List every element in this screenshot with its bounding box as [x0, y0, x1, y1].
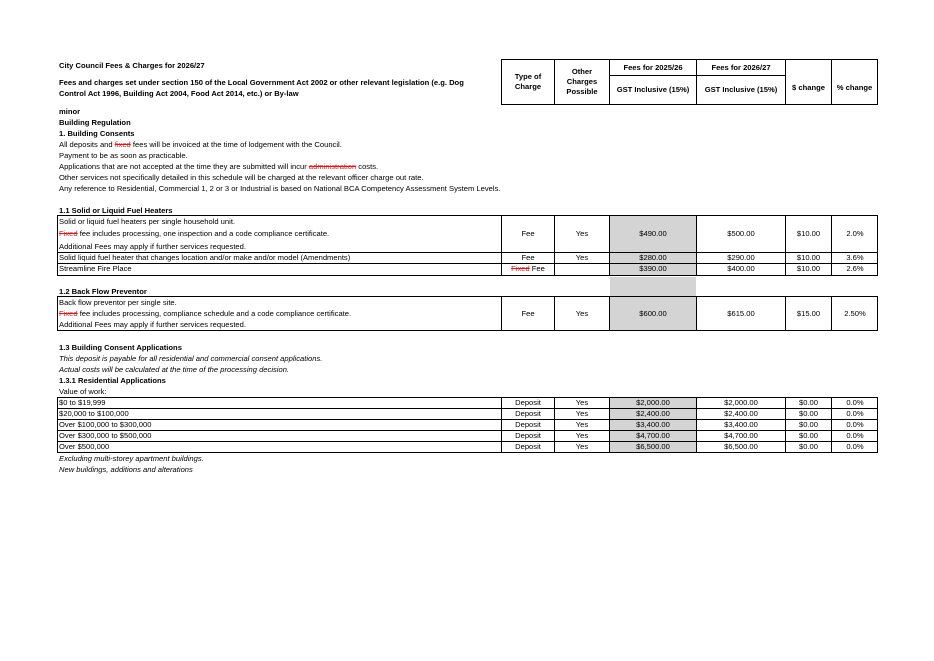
other-cell: Yes [575, 309, 589, 318]
fuel-heater-additional: Additional Fees may apply if further services requested. [59, 242, 246, 251]
note-applications: Applications that are not accepted at the time they are submitted will incur administration costs. [59, 162, 379, 171]
header-other-charges: Other Charges Possible [554, 59, 610, 105]
fee-2026-27-cell: $500.00 [727, 229, 755, 238]
header-type-of-charge: Type of Charge [501, 59, 555, 105]
backflow-additional: Additional Fees may apply if further services requested. [59, 320, 246, 329]
header-gst-2026-27: GST Inclusive (15%) [696, 75, 786, 105]
shaded-gap [610, 277, 696, 296]
deposit-note: This deposit is payable for all residential and commercial consent applications. [59, 354, 323, 363]
fee-2025-26-cell: $3,400.00 [636, 420, 670, 429]
fee-2026-27-cell: $6,500.00 [724, 442, 758, 451]
document-subtitle-line1: Fees and charges set under section 150 of the Local Government Act 2002 or other relevant legislation (e.g. Dog [59, 78, 464, 87]
fee-2026-27-cell: $2,400.00 [724, 409, 758, 418]
footnote-new-buildings: New buildings, additions and alterations [59, 465, 193, 474]
fee-2025-26-cell: $490.00 [639, 229, 667, 238]
minor-label: minor [59, 107, 81, 116]
streamline-desc: Streamline Fire Place [59, 264, 132, 273]
other-cell: Yes [575, 409, 589, 418]
type-cell: Deposit [515, 420, 541, 429]
other-cell: Yes [575, 253, 589, 262]
dollar-change-cell: $0.00 [798, 431, 818, 440]
actual-costs-note: Actual costs will be calculated at the time of the processing decision. [59, 365, 290, 374]
percent-change-cell: 2.50% [844, 309, 866, 318]
fee-2026-27-cell: $290.00 [727, 253, 755, 262]
row-desc: Over $300,000 to $500,000 [59, 431, 152, 440]
document-title: City Council Fees & Charges for 2026/27 [59, 61, 205, 70]
amendment-desc: Solid liquid fuel heater that changes location and/or make and/or model (Amendments) [59, 253, 351, 262]
document-subtitle-line2: Control Act 1996, Building Act 2004, Food Act 2014, etc.) or By-law [59, 89, 299, 98]
percent-change-cell: 0.0% [846, 442, 864, 451]
fee-2025-26-cell: $600.00 [639, 309, 667, 318]
header-fees-2026-27: Fees for 2026/27 [696, 59, 786, 76]
dollar-change-cell: $0.00 [798, 420, 818, 429]
header-gst-2025-26: GST Inclusive (15%) [609, 75, 697, 105]
section-heading: Building Regulation [59, 118, 131, 127]
dollar-change-cell: $0.00 [798, 409, 818, 418]
other-cell: Yes [575, 442, 589, 451]
fuel-heater-desc: Solid or liquid fuel heaters per single household unit. [59, 217, 236, 226]
backflow-fee-note: Fixed fee includes processing, compliance schedule and a code compliance certificate. [59, 309, 352, 318]
dollar-change-cell: $10.00 [796, 264, 821, 273]
other-cell: Yes [575, 431, 589, 440]
other-cell: Yes [575, 229, 589, 238]
heading-1-2: 1.2 Back Flow Preventor [59, 287, 147, 296]
fee-2026-27-cell: $4,700.00 [724, 431, 758, 440]
dollar-change-cell: $10.00 [796, 253, 821, 262]
fee-2026-27-cell: $615.00 [727, 309, 755, 318]
fee-2025-26-cell: $6,500.00 [636, 442, 670, 451]
fee-2026-27-cell: $400.00 [727, 264, 755, 273]
percent-change-cell: 3.6% [846, 253, 864, 262]
type-cell: Fixed Fee [511, 264, 545, 273]
fee-2026-27-cell: $2,000.00 [724, 398, 758, 407]
backflow-desc: Back flow preventor per single site. [59, 298, 177, 307]
type-cell: Deposit [515, 431, 541, 440]
divider [554, 215, 555, 276]
heading-1-3: 1.3 Building Consent Applications [59, 343, 182, 352]
percent-change-cell: 2.0% [846, 229, 864, 238]
type-cell: Fee [521, 229, 535, 238]
dollar-change-cell: $15.00 [796, 309, 821, 318]
fee-2026-27-cell: $3,400.00 [724, 420, 758, 429]
footnote-excluding: Excluding multi-storey apartment buildings. [59, 454, 204, 463]
percent-change-cell: 0.0% [846, 420, 864, 429]
heading-1-1: 1.1 Solid or Liquid Fuel Heaters [59, 206, 173, 215]
fee-2025-26-cell: $2,000.00 [636, 398, 670, 407]
other-cell: Yes [575, 420, 589, 429]
header-fees-2025-26: Fees for 2025/26 [609, 59, 697, 76]
row-desc: Over $100,000 to $300,000 [59, 420, 152, 429]
subsection-heading: 1. Building Consents [59, 129, 135, 138]
row-desc: $20,000 to $100,000 [59, 409, 129, 418]
fee-2025-26-cell: $390.00 [639, 264, 667, 273]
header-dollar-change: $ change [785, 59, 832, 105]
type-cell: Deposit [515, 409, 541, 418]
fee-2025-26-cell: $4,700.00 [636, 431, 670, 440]
percent-change-cell: 0.0% [846, 431, 864, 440]
type-cell: Deposit [515, 398, 541, 407]
type-cell: Fee [521, 253, 535, 262]
percent-change-cell: 0.0% [846, 409, 864, 418]
type-cell: Deposit [515, 442, 541, 451]
fuel-heater-fee-note: Fixed fee includes processing, one inspection and a code compliance certificate. [59, 229, 330, 238]
note-bca-levels: Any reference to Residential, Commercial 1, 2 or 3 or Industrial is based on National BCA Competency Assessment System Levels. [59, 184, 501, 193]
dollar-change-cell: $10.00 [796, 229, 821, 238]
dollar-change-cell: $0.00 [798, 442, 818, 451]
fee-2025-26-cell: $280.00 [639, 253, 667, 262]
heading-1-3-1: 1.3.1 Residential Applications [59, 376, 166, 385]
row-desc: Over $500,000 [59, 442, 110, 451]
other-cell: Yes [575, 398, 589, 407]
fee-2025-26-cell: $2,400.00 [636, 409, 670, 418]
value-of-work-label: Value of work: [59, 387, 107, 396]
note-invoicing: All deposits and fixed fees will be invoiced at the time of lodgement with the Council. [59, 140, 342, 149]
header-percent-change: % change [831, 59, 878, 105]
note-other-services: Other services not specifically detailed in this schedule will be charged at the relevant officer charge out rate. [59, 173, 424, 182]
percent-change-cell: 0.0% [846, 398, 864, 407]
note-payment: Payment to be as soon as practicable. [59, 151, 188, 160]
type-cell: Fee [521, 309, 535, 318]
dollar-change-cell: $0.00 [798, 398, 818, 407]
row-desc: $0 to $19,999 [59, 398, 106, 407]
percent-change-cell: 2.6% [846, 264, 864, 273]
